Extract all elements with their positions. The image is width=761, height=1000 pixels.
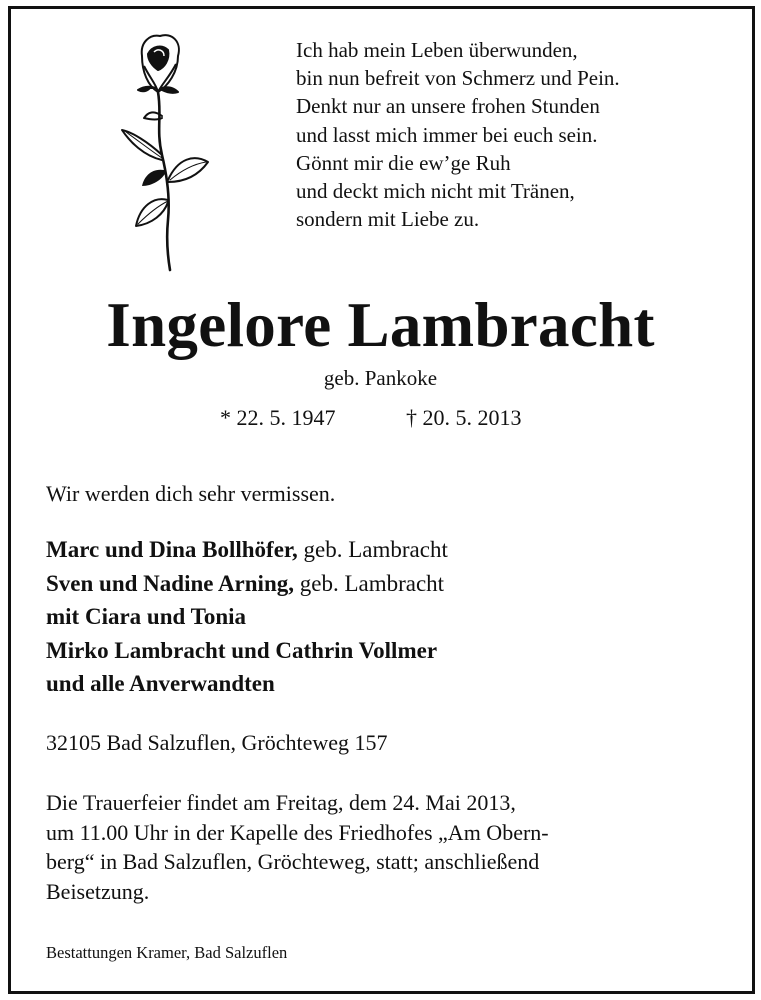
mourner-line <box>46 533 448 567</box>
undertaker: Bestattungen Kramer, Bad Salzuflen <box>46 943 288 962</box>
maiden-name: geb. Pankoke <box>323 366 438 390</box>
family-address: 32105 Bad Salzuflen, Gröchteweg 157 <box>46 730 388 755</box>
mourner-note: geb. Lambracht <box>293 570 445 596</box>
farewell-message: Wir werden dich sehr vermissen. <box>46 481 336 506</box>
rose-icon <box>118 30 214 274</box>
poem-line: bin nun befreit von Schmerz und Pein. <box>296 66 620 91</box>
poem-line: und lasst mich immer bei euch sein. <box>296 122 598 147</box>
death-date: † 20. 5. 2013 <box>406 405 522 430</box>
poem-line: sondern mit Liebe zu. <box>296 207 480 232</box>
mourner-names: Marc und Dina Bollhöfer, <box>46 537 298 562</box>
poem-line: Gönnt mir die ew’ge Ruh <box>296 150 511 175</box>
poem-line: Ich hab mein Leben überwunden, <box>296 38 578 62</box>
birth-date: * 22. 5. 1947 <box>220 405 336 430</box>
mourners-list <box>46 533 448 701</box>
deceased-name: Ingelore Lambracht <box>106 290 655 360</box>
mourner-line <box>46 567 448 601</box>
ceremony-line: um 11.00 Uhr in der Kapelle des Friedhofes „Am Obern- <box>46 819 549 845</box>
mourner-names: Mirko Lambracht und Cathrin Vollmer <box>46 637 438 663</box>
mourner-note: geb. Lambracht <box>297 537 448 562</box>
ceremony-line: Die Trauerfeier findet am Freitag, dem 24. Mai 2013, <box>46 790 516 815</box>
mourner-line <box>46 634 448 668</box>
poem <box>296 36 620 233</box>
mourner-line <box>46 667 448 701</box>
mourner-line <box>46 600 448 634</box>
ceremony-line: Beisetzung. <box>46 878 150 904</box>
mourner-names: Sven und Nadine Arning, <box>46 570 294 596</box>
poem-line: Denkt nur an unsere frohen Stunden <box>296 94 600 119</box>
ceremony-line: berg“ in Bad Salzuflen, Gröchteweg, statt; anschließend <box>46 849 540 874</box>
mourner-names: mit Ciara und Tonia <box>46 604 247 629</box>
ceremony-details <box>46 788 549 906</box>
poem-line: und deckt mich nicht mit Tränen, <box>296 179 575 204</box>
mourner-names: und alle Anverwandten <box>46 671 275 696</box>
